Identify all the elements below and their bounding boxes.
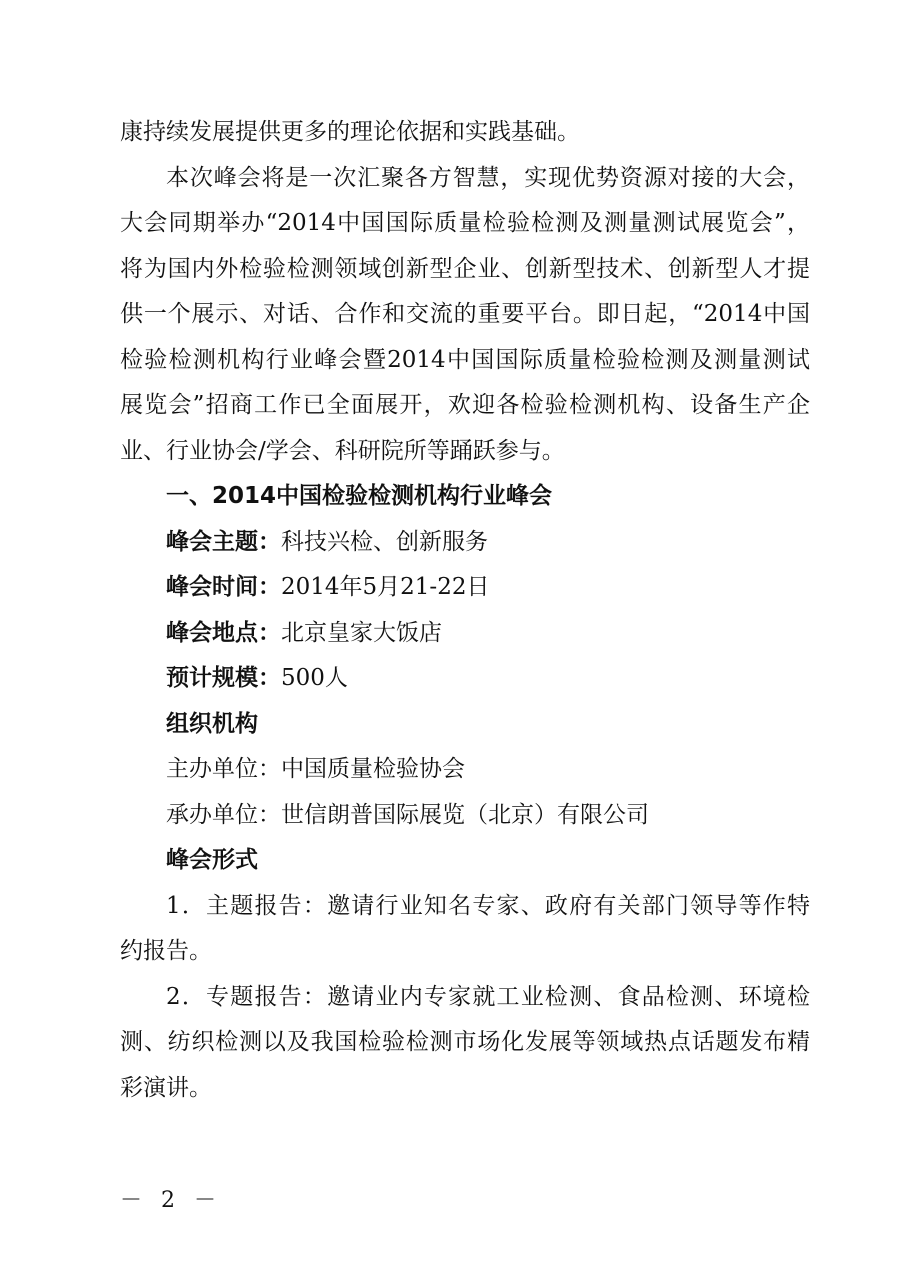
text-line: 将为国内外检验检测领域创新型企业、创新型技术、创新型人才提 [120, 255, 810, 282]
summit-venue-label: 峰会地点： [166, 619, 281, 646]
summit-time-label: 峰会时间： [166, 574, 281, 600]
summit-venue-row [120, 611, 810, 657]
text-line: 2．专题报告：邀请业内专家就工业检测、食品检测、环境检 [166, 983, 810, 1010]
summit-theme-row [120, 520, 810, 566]
host-value: 中国质量检验协会 [281, 756, 465, 782]
text-line: 供一个展示、对话、合作和交流的重要平台。即日起，“2014中国 [120, 301, 810, 327]
text-line: 展览会”招商工作已全面展开，欢迎各检验检测机构、设备生产企 [120, 392, 810, 418]
text-line: 检验检测机构行业峰会暨2014中国国际质量检验检测及测量测试 [120, 346, 810, 373]
summit-time-row [120, 565, 810, 611]
summit-time-value: 2014年5月21-22日 [281, 574, 490, 600]
text-line: 彩演讲。 [120, 1074, 212, 1101]
page-number: － 2 － [120, 1188, 222, 1213]
organizer-label: 承办单位： [166, 801, 281, 828]
text-line: 业、行业协会/学会、科研院所等踊跃参与。 [120, 437, 565, 464]
paragraph-continuation [120, 110, 810, 156]
text-line: 约报告。 [120, 938, 212, 964]
paragraph-summit-intro [120, 156, 810, 475]
text-line: 大会同期举办“2014中国国际质量检验检测及测量测试展览会”， [120, 210, 810, 236]
text-line: 康持续发展提供更多的理论依据和实践基础。 [120, 119, 580, 145]
summit-theme-label: 峰会主题： [166, 528, 281, 555]
summit-venue-value: 北京皇家大饭店 [281, 619, 442, 646]
host-row [120, 747, 810, 793]
summit-scale-label: 预计规模： [166, 665, 281, 691]
text-line: 测、纺织检测以及我国检验检测市场化发展等领域热点话题发布精 [120, 1029, 810, 1055]
format-heading: 峰会形式 [166, 847, 258, 873]
summit-scale-value: 500人 [281, 665, 348, 691]
summit-theme-value: 科技兴检、创新服务 [281, 528, 488, 555]
summit-scale-row [120, 656, 810, 702]
organizer-row [120, 793, 810, 839]
organizer-value: 世信朗普国际展览（北京）有限公司 [281, 801, 649, 828]
section-heading: 一、2014中国检验检测机构行业峰会 [166, 483, 553, 509]
format-item-keynote [120, 884, 810, 975]
host-label: 主办单位： [166, 756, 281, 782]
organization-heading: 组织机构 [166, 710, 258, 737]
format-item-special [120, 975, 810, 1112]
text-line: 1．主题报告：邀请行业知名专家、政府有关部门领导等作特 [166, 892, 810, 919]
text-line: 本次峰会将是一次汇聚各方智慧，实现优势资源对接的大会， [166, 164, 810, 191]
document-page [120, 110, 810, 1111]
